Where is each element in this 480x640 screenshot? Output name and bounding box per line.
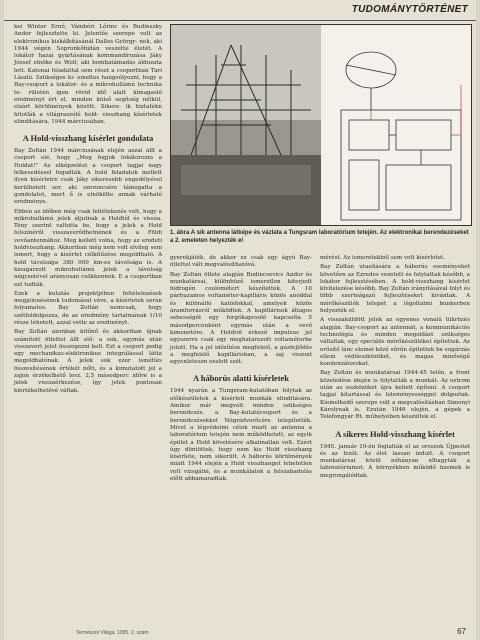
right-column [320,255,470,482]
left-column [14,24,162,397]
journal-note: Természet Világa, 1995. 2. szám [76,630,149,636]
paragraph: Bay Zoltán azonban kitűnő és akkoriban újnak számított ötlettel állt elő: a sok, egymás után visszavert jelet összegezni kell. Ezt a csoport pedig egy mechanikus-elektronikus integrálással látta megoldhatónak. A jelek sok ezer ismétlés összesítésének értékét nőtt, és a kimutatott jel a zajon érzékelhető lesz. 2,5 másodperc időre is a jelek visszaérkezése, így jelek pontosan kiértékelhetővé váltak. [14,329,162,394]
paragraph: Ebben az időben még csak feltétekezés volt, hogy a mikrohullámú jelek átjutnak a Holdtól és vissza. Tény szerint valtotta be, hogy a jelek a Hold felszínéről visszaverődhetnének és a Földi vevőantennához. Meg kellett volna, hogy az eredeti holdvisszhang. Akkoriban még nem volt elvileg sem ismert, hogy a kísérlet célkitűzése megoldható. A hold távolsága 380 000 km-es távolsága is. A kisugárzott mikrohullámú jelek a távolság négyzetével arányosan csökkennek. E a csoportban ezt tudták. [14,208,162,288]
section-heading: A háborús alatti kísérletek [192,373,290,384]
paragraph: Ezek a kutatás projektjében feltételezések megjelenésének tudomásul véve, a kísérletek során folyamatos. Bay Zoltán nemcsak, hogy szétfeldolgozza, de az eredmény tartalmának 1/10 része lehetett, azzal vette az eredményt. [14,290,162,326]
paragraph: 1945. január 10-én foglalták el az oroszok Újpestet és az Izzót. Az élet lassan indult. A csoport munkatársai közül néhányan elhagyták a laboratóriumot. A környékben működő üzemek is megrongálódtak. [320,443,470,479]
paragraph: gyerekjáték, de akkor ez csak egy ágyú Bay-ötlettel vált megvalósíthatóvá. [170,255,312,269]
page-header [4,0,476,21]
figure-caption: 1. ábra A sík antenna látképe és vázlata a Tungsram laboratórium tetején. Az elektronikai berendezéseket a 2. emeleten helyezték el [170,230,469,244]
paragraph: kei Winter Ernő, Vámbéri Lőrinc és Budinszky Andor fejlesztette ki. Jelentős szerepe volt az elektronikus kiskálkításánál Dallos György- nek, aki 1944 végén Sopronkőhidán veszette életét. A lokátor hazai gyártásának kommandírozása Jáky József elnöke és Wolf, aki bombatámadás áldozata lett. Katonai feladattal sem részt a csoportban Tari László. Szükséges ki- emeltes hangsúlyozni, hogy a Bay-csoport a lokátor- és a mikrohullámú technika te- rületén igen rövid idő alatt kimagasló eredményt ért el, minden külső segítség nélkül, elzárt körülmények között. Sikere- ik hiztatékn hitotlák a világraszóló hold- visszhang kísérletek elindítására, 1944 márciusában. [14,24,162,125]
section-title: TUDOMÁNYTÖRTÉNET [351,4,468,15]
paragraph: A visszaküldött jelek az egyenes vonalú tükrözés alapján. Bay-csoport az antennát, a kommunikációs technológia és minden megoldást szükséges vállaltak, egy speciális mérőkészüléket építettek. Az erősítő lánc elemei közé sűrűn építettek be sugárzás elleni védőeszközöket, és magas minőségű kondenzátorokat. [320,317,470,368]
middle-column [170,255,312,485]
document-page [4,0,476,640]
section-heading: A Hold-visszhang kísérlet gondolata [22,133,154,144]
paragraph: mérést. Az ismeretekből sem volt kísérletet. [320,255,446,261]
section-heading: A sikeres Hold-visszhang kísérlet [335,428,455,439]
paragraph: Bay Zoltán és munkatársai 1944-45 telén, a front közeledése idején is folytatták a munkát. Az ostrom után az eszközöket újra kellett építeni. A csoport tagjai kitartással és leleményességgel dolgoztak. Kiemelkedő szerepe volt a megvalósításban Simonyi Károlynak is. Ezután 1946 elején, a gépek a Telefongyár Rt. műhelyében készültek el. [320,370,470,421]
paragraph: Bay Zoltán 1944 márciusának elején azzal állt a csoport elé, hogy „Meg fogjuk lokátorozni a Holdat!” Az elképzelést a csoport tagjai nagy lelkesedéssel fogadták. A hold feladatok mellett ilyen kísérletre csak Jáky sikeresebb engedélyével kerülhetett sor, aki szerencsére támogatta a gondolatot, mert ő is elnökölte annak várható eredménye. [14,148,162,206]
page-number: 67 [457,627,466,636]
paragraph: Bay Zoltán utasítására a háborús eseményeket követően az Ezredes vezetett és folytattak később, a lokátor fejlesztésében. A hold-visszhang kísérlet kivitelezése később, Bay Zoltán irányításával folyt és több szerteágazó fejlesztéseket kívántak. A mérőkészülék telepét a légoltalmi bunkerben helyezték el. [320,264,470,315]
antenna-photo-and-diagram [171,25,471,225]
figure-antenna [170,24,472,226]
paragraph: Bay Zoltán ötlete alapján Budincsevics Andor és munkatársai, különböző ismeretlen kiterjedt hidrogén coulométert készítettek. A 10 párhuzamos voltaméter-kapilláris közös anóddal és különálló katódokkal, amelyek közös áramforrásról működtek. A kapillárisok átlagos sebességét egy forgókapcsoló kapcsolta 5 másodpercenként egymás után a vevő kimenetére. A Holdról érkező impulzus jel egyszerre csak egy meghatározott voltaméterbe jutott. Ha a jel időzítése megfelelő, a gázfejlődés a megfelelő kapillárisban, a zaj viszont egyenletesen oszlott szét. [170,271,312,366]
paragraph: 1944 nyarán a Tungsram-kutatóban folytak az előkészületek a kísérleti munkák elindítására. Amikor már megvolt minden szükséges berendezés, a Bay-kutatócsoport és a berendezésekkel Nógrádverőcére telepítették. Mivel a légvédelmi célok miatt az antenna a laboratórium tetején nem működhetett, az egyik épület a Hold követésére alkalmatlan volt. Ezért úgy döntöttek, hogy nem kis Hold visszhang kísérlete, nem sikerült. A háborús körülmények miatt 1944 elején a Hold visszhangot lehetetlen volt vizsgálni, és a munkálatok a felszabadulás előtt abbamaradtak. [170,388,312,483]
